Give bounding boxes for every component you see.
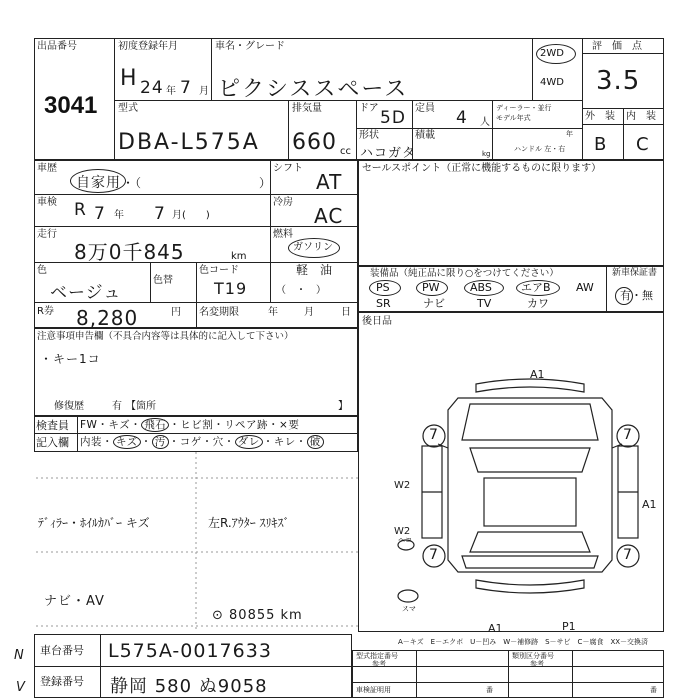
margin-note2: V: [16, 680, 26, 695]
first-reg-label: 初度登録年月: [118, 41, 178, 52]
inspection-month: 7: [154, 204, 166, 224]
month-unit: 月: [199, 86, 209, 97]
plate: 静岡 580 ぬ9058: [110, 676, 268, 697]
cert-num-2: 番: [650, 686, 657, 694]
equipment-label: 装備品（純正品に限り○をつけてください）: [370, 268, 559, 279]
car-name: ピクシススペース: [218, 77, 409, 102]
aircon: AC: [314, 204, 344, 228]
plate-label: 登録番号: [40, 675, 84, 688]
inspection-year: 7: [94, 204, 106, 224]
model: DBA-L575A: [118, 130, 260, 155]
color-code-label: 色コード: [199, 265, 239, 276]
handle-label: ハンドル 左・右: [514, 145, 566, 153]
capacity-label: 定員: [415, 103, 435, 114]
mark-7-fr: 7: [623, 427, 632, 443]
equip-sr: SR: [376, 297, 391, 310]
repair-close: 】: [338, 401, 348, 412]
score: 3.5: [596, 66, 641, 96]
mark-a1-top: A1: [530, 368, 545, 381]
history: 自家用: [76, 175, 121, 191]
yen-unit: 円: [171, 307, 181, 318]
name-change-year: 年: [268, 307, 278, 318]
notes-line1: ・キー1コ: [40, 352, 101, 366]
inspection-year-unit: 年: [114, 210, 124, 221]
inspector-row2: 内装・ キズ ・ 汚 ・コゲ・穴・ ダレ ・キレ・ 破: [80, 437, 324, 448]
mark-w2-a: W2: [394, 480, 411, 491]
first-reg-month: 7: [180, 78, 192, 98]
lot-number: 3041: [44, 92, 98, 119]
equip-airbag: エアB: [521, 281, 551, 294]
equip-pw: PW: [422, 281, 440, 294]
fuel-gasoline: ガソリン: [293, 242, 333, 253]
inspector-row1: FW・キズ・ 飛石 ・ヒビ割・リペア跡・×要: [80, 419, 300, 431]
class-ref: 参考: [530, 660, 544, 668]
inspection-label: 車検: [37, 197, 57, 208]
repair-value: 有: [112, 401, 122, 412]
mark-7-fl: 7: [429, 427, 438, 443]
inspector-label1: 検査員: [36, 419, 69, 432]
chassis: L575A-0017633: [108, 640, 272, 662]
mark-w2-b: W2: [394, 526, 411, 537]
recycle-label: R券: [37, 306, 54, 317]
color-change-label: 色替: [153, 275, 173, 286]
cert-label: 車検証明用: [356, 686, 391, 694]
inspection-era: R: [74, 200, 87, 220]
chassis-label: 車台番号: [40, 644, 84, 657]
warranty-value: 有・無: [620, 289, 653, 302]
first-reg-era: H: [120, 66, 138, 91]
displacement: 660: [292, 130, 337, 155]
mark-suma: スマ: [402, 605, 416, 613]
first-reg-year: 24: [140, 78, 164, 98]
name-change-label: 名変期限: [199, 307, 239, 318]
notes-title: 注意事項申告欄（不具合内容等は具体的に記入して下さい）: [37, 331, 294, 342]
km-unit: km: [231, 251, 247, 262]
score-label: 評 価 点: [592, 41, 642, 52]
cc-unit: cc: [340, 146, 351, 157]
rear-seat-label: 後日品: [362, 316, 392, 327]
name-change-month: 月: [304, 307, 314, 318]
inspector-label2: 記入欄: [36, 436, 69, 449]
mark-7-rr: 7: [623, 547, 632, 563]
drive-4wd: 4WD: [540, 77, 564, 88]
mark-p1: P1: [562, 620, 576, 633]
mileage-label: 走行: [37, 229, 57, 240]
mark-a1-right: A1: [642, 498, 657, 511]
type-approval-ref: 参考: [372, 660, 386, 668]
mark-7-rl: 7: [429, 547, 438, 563]
fuel-diesel: 軽 油: [296, 263, 333, 277]
color: ベージュ: [50, 283, 122, 303]
load-label: 積載: [415, 130, 435, 141]
model-year-label: モデル年式: [496, 114, 531, 122]
comment2: 左R.ｱｳﾀｰ ｽﾘｷｽﾞ: [208, 516, 290, 530]
drive-2wd: 2WD: [540, 48, 564, 59]
dealer-label: ディーラー・並行: [496, 104, 552, 112]
equip-ps: PS: [376, 281, 390, 294]
car-name-label: 車名・グレード: [215, 41, 285, 52]
mark-heko: ヘコ: [398, 536, 412, 544]
color-code: T19: [214, 279, 248, 298]
mark-a1-bottom: A1: [488, 622, 503, 635]
aircon-label: 冷房: [273, 197, 293, 208]
cert-num-1: 番: [486, 686, 493, 694]
margin-note1: N: [14, 648, 25, 663]
equip-tv: TV: [477, 297, 492, 310]
shape: ハコガタ: [360, 146, 417, 161]
comment4: ⊙ 80855 km: [212, 608, 303, 623]
mileage: 8万0千845: [74, 240, 185, 264]
equip-leather: カワ: [527, 297, 549, 310]
class-label: 類別区分番号: [512, 652, 554, 660]
inspection-day-unit: 月( ): [172, 210, 210, 221]
year-unit: 年: [166, 86, 176, 97]
fuel-blank: （ ・ ）: [276, 285, 326, 296]
comment3: ナビ・AV: [44, 594, 105, 609]
exterior-label: 外 装: [585, 111, 615, 122]
sales-label: セールスポイント（正常に機能するものに限ります）: [362, 163, 602, 174]
fuel-label: 燃料: [273, 229, 293, 240]
lot-label: 出品番号: [37, 41, 77, 52]
type-approval-label: 型式指定番号: [356, 652, 398, 660]
shape-label: 形状: [359, 130, 379, 141]
diagram-legend: A－キズ E－エクボ U－凹み W－補修跡 S－サビ C－腐食 XX－交換済: [398, 638, 649, 646]
equip-abs: ABS: [470, 281, 492, 294]
repair-label: 修復歴: [54, 401, 84, 412]
comment1: ﾃﾞｨﾗｰ・ﾎｲﾙｶﾊﾞｰ キズ: [38, 516, 150, 530]
shift-label: シフト: [273, 163, 303, 174]
color-label: 色: [37, 265, 47, 276]
warranty-label: 新車保証書: [612, 268, 658, 278]
model-label: 型式: [118, 103, 138, 114]
person-unit: 人: [480, 117, 490, 128]
interior-grade: C: [636, 134, 650, 155]
capacity: 4: [456, 108, 468, 128]
shift: AT: [316, 170, 343, 194]
repair-place: 【箇所: [126, 401, 156, 412]
recycle: 8,280: [76, 306, 139, 330]
equip-aw: AW: [576, 281, 594, 294]
exterior-grade: B: [594, 134, 608, 155]
name-change-day: 日: [341, 307, 351, 318]
displacement-label: 排気量: [292, 103, 322, 114]
history-rest: ・（ ）: [122, 176, 273, 190]
year-short: 年: [566, 130, 573, 138]
doors: 5D: [380, 108, 406, 128]
doors-label: ドア: [359, 103, 379, 114]
interior-label: 内 装: [626, 111, 656, 122]
history-label: 車歴: [37, 163, 57, 174]
equip-navi: ナビ: [423, 297, 445, 310]
kg-unit: kg: [482, 150, 491, 158]
